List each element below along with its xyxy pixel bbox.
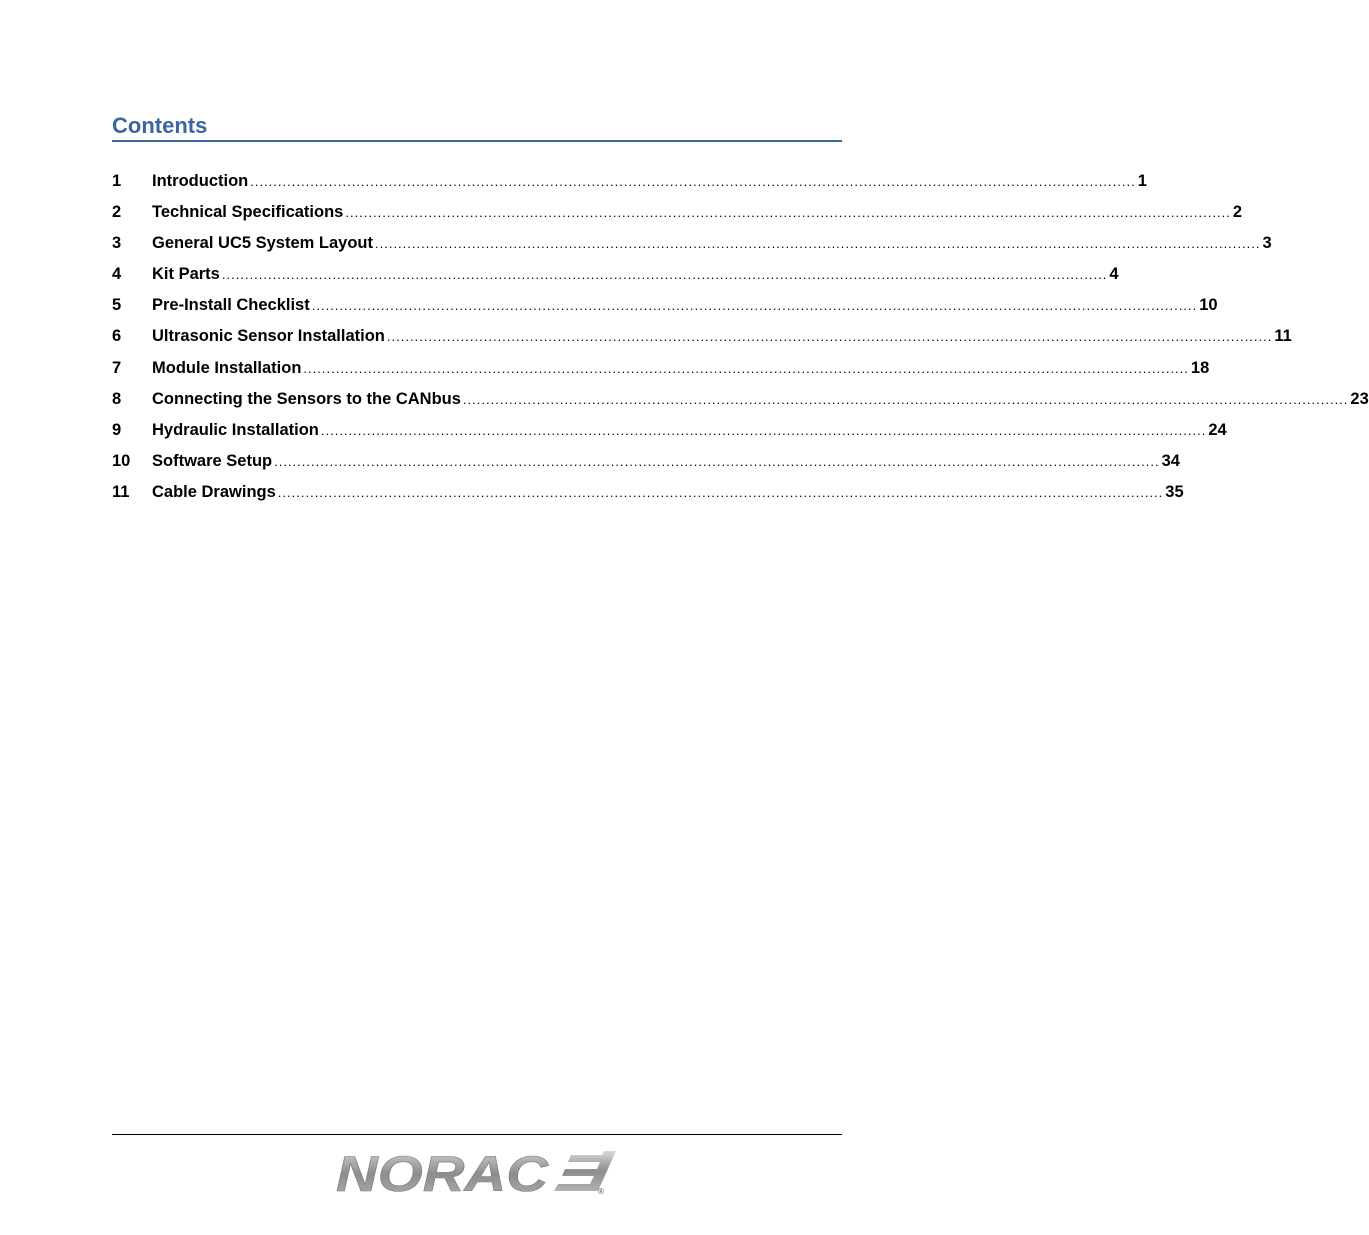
page-title: Contents: [112, 111, 842, 142]
toc-entry-page: 4: [1109, 265, 1119, 284]
toc-entry[interactable]: [112, 199, 1242, 230]
toc-entry-number: 4: [112, 265, 122, 284]
footer-divider: [112, 1134, 842, 1135]
toc-entry-title: Pre-Install Checklist: [152, 296, 310, 315]
toc-entry[interactable]: [112, 355, 1210, 386]
toc-entry-title: General UC5 System Layout: [152, 234, 373, 253]
registered-mark: ®: [598, 1187, 604, 1196]
toc-entry-page: 23: [1350, 389, 1369, 408]
toc-dot-leader: ................................................................................................................................................................................................: [274, 453, 1160, 469]
toc-dot-leader: ................................................................................................................................................................................................: [375, 236, 1261, 252]
toc-entry-title: Introduction: [152, 172, 249, 190]
toc-entry[interactable]: [112, 386, 1369, 417]
toc-entry-title: Hydraulic Installation: [152, 420, 319, 439]
toc-entry-title: Module Installation: [152, 358, 302, 377]
toc-dot-leader: ................................................................................................................................................................................................: [303, 360, 1189, 376]
toc-entry-page: 1: [1137, 172, 1147, 190]
toc-dot-leader: ................................................................................................................................................................................................: [462, 391, 1349, 407]
toc-entry[interactable]: [112, 292, 1218, 323]
toc-entry[interactable]: [112, 230, 1272, 261]
toc-entry-title: Software Setup: [152, 451, 273, 470]
toc-entry-number: 7: [112, 358, 122, 377]
toc-entry-title: Cable Drawings: [152, 482, 276, 501]
toc-entry-title: Ultrasonic Sensor Installation: [152, 327, 385, 346]
toc-entry[interactable]: [112, 323, 1292, 354]
toc-entry-number: 6: [112, 327, 122, 346]
toc-entry-page: 10: [1199, 296, 1218, 315]
toc-dot-leader: ................................................................................................................................................................................................: [250, 174, 1136, 189]
toc-entry[interactable]: [112, 261, 1119, 292]
toc-entry-number: 10: [112, 451, 131, 470]
toc-entry[interactable]: [112, 168, 1147, 199]
toc-entry-number: 5: [112, 296, 122, 315]
toc-entry-number: 2: [112, 203, 122, 222]
toc-entry[interactable]: [112, 479, 1184, 510]
toc-entry-page: 18: [1190, 358, 1210, 377]
toc-entry[interactable]: [112, 417, 1227, 448]
logo-wordmark: NORAC: [336, 1146, 550, 1202]
toc-entry-number: 3: [112, 234, 122, 253]
toc-entry-page: 11: [1274, 327, 1292, 346]
toc-entry-page: 2: [1232, 203, 1242, 222]
toc-entry-number: 8: [112, 389, 122, 408]
toc-dot-leader: ................................................................................................................................................................................................: [221, 267, 1108, 283]
logo-emblem: [554, 1151, 616, 1191]
toc-entry-page: 24: [1208, 420, 1227, 439]
toc-entry-page: 35: [1165, 482, 1184, 501]
toc-entry-number: 11: [112, 482, 130, 501]
toc-entry-title: Connecting the Sensors to the CANbus: [152, 389, 461, 408]
table-of-contents: [112, 168, 1369, 510]
toc-entry[interactable]: [112, 448, 1180, 479]
toc-entry-title: Kit Parts: [152, 265, 220, 284]
toc-dot-leader: ................................................................................................................................................................................................: [345, 205, 1231, 221]
toc-entry-page: 34: [1161, 451, 1180, 470]
toc-dot-leader: ................................................................................................................................................................................................: [277, 484, 1164, 500]
toc-entry-page: 3: [1262, 234, 1272, 253]
norac-logo: [336, 1146, 620, 1202]
toc-entry-number: 9: [112, 420, 122, 439]
toc-dot-leader: ................................................................................................................................................................................................: [311, 298, 1198, 314]
toc-entry-title: Technical Specifications: [152, 203, 344, 222]
toc-dot-leader: ................................................................................................................................................................................................: [320, 422, 1207, 438]
toc-dot-leader: ................................................................................................................................................................................................: [386, 329, 1273, 345]
toc-entry-number: 1: [112, 172, 122, 190]
